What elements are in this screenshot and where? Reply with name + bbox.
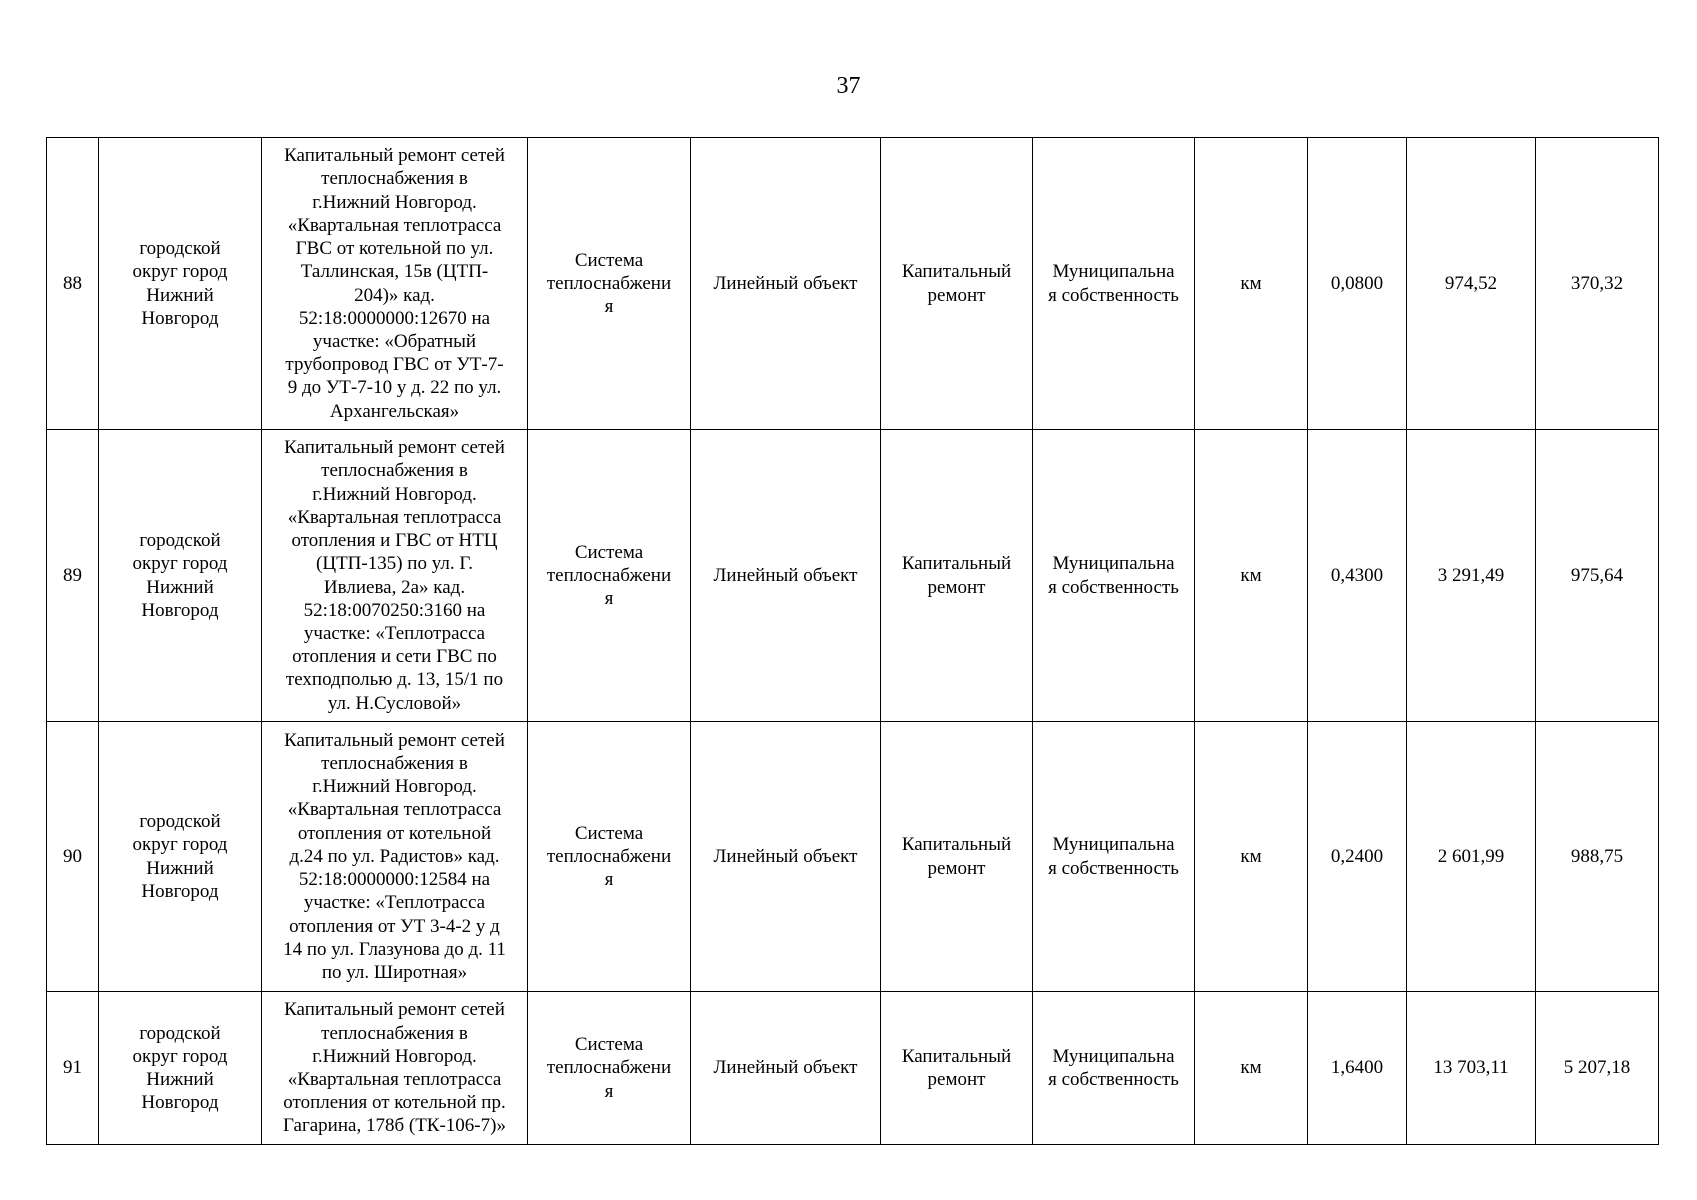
unit-cell: км	[1195, 138, 1308, 430]
row-number-cell: 88	[47, 138, 99, 430]
system-cell: Система теплоснабжени я	[528, 138, 691, 430]
cost-cell: 2 601,99	[1407, 722, 1536, 992]
object-name-cell: Капитальный ремонт сетей теплоснабжения в г.Нижний Новгород. «Квартальная теплотрасса ГВС от котельной по ул. Таллинская, 15в (ЦТП- 204)» кад. 52:18:0000000:12670 на участке: «Обратный трубопровод ГВС от УТ-7- 9 до УТ-7-10 у д. 22 по ул. Архангельская»	[262, 138, 528, 430]
work-type-cell: Капитальный ремонт	[881, 722, 1033, 992]
unit-cell: км	[1195, 992, 1308, 1145]
length-cell: 0,0800	[1308, 138, 1407, 430]
system-cell: Система теплоснабжени я	[528, 722, 691, 992]
object-type-cell: Линейный объект	[691, 138, 881, 430]
object-type-cell: Линейный объект	[691, 722, 881, 992]
work-type-cell: Капитальный ремонт	[881, 138, 1033, 430]
length-cell: 1,6400	[1308, 992, 1407, 1145]
cost-cell: 988,75	[1536, 722, 1659, 992]
page-number: 37	[836, 73, 861, 99]
table-row	[47, 430, 1659, 722]
unit-cell: км	[1195, 722, 1308, 992]
cost-cell: 3 291,49	[1407, 430, 1536, 722]
length-cell: 0,2400	[1308, 722, 1407, 992]
ownership-cell: Муниципальна я собственность	[1033, 722, 1195, 992]
object-name-cell: Капитальный ремонт сетей теплоснабжения в г.Нижний Новгород. «Квартальная теплотрасса отопления от котельной д.24 по ул. Радистов» кад. 52:18:0000000:12584 на участке: «Теплотрасса отопления от УТ 3-4-2 у д 14 по ул. Глазунова до д. 11 по ул. Широтная»	[262, 722, 528, 992]
object-type-cell: Линейный объект	[691, 430, 881, 722]
territory-cell: городской округ город Нижний Новгород	[99, 430, 262, 722]
object-type-cell: Линейный объект	[691, 992, 881, 1145]
row-number-cell: 90	[47, 722, 99, 992]
cost-cell: 13 703,11	[1407, 992, 1536, 1145]
work-type-cell: Капитальный ремонт	[881, 430, 1033, 722]
unit-cell: км	[1195, 430, 1308, 722]
system-cell: Система теплоснабжени я	[528, 430, 691, 722]
ownership-cell: Муниципальна я собственность	[1033, 430, 1195, 722]
system-cell: Система теплоснабжени я	[528, 992, 691, 1145]
ownership-cell: Муниципальна я собственность	[1033, 138, 1195, 430]
cost-cell: 974,52	[1407, 138, 1536, 430]
work-type-cell: Капитальный ремонт	[881, 992, 1033, 1145]
object-name-cell: Капитальный ремонт сетей теплоснабжения в г.Нижний Новгород. «Квартальная теплотрасса отопления и ГВС от НТЦ (ЦТП-135) по ул. Г. Ивлиева, 2а» кад. 52:18:0070250:3160 на участке: «Теплотрасса отопления и сети ГВС по техподполью д. 13, 15/1 по ул. Н.Сусловой»	[262, 430, 528, 722]
row-number-cell: 89	[47, 430, 99, 722]
object-name-cell: Капитальный ремонт сетей теплоснабжения в г.Нижний Новгород. «Квартальная теплотрасса отопления от котельной пр. Гагарина, 178б (ТК-106-7)»	[262, 992, 528, 1145]
table-row	[47, 722, 1659, 992]
cost-cell: 370,32	[1536, 138, 1659, 430]
territory-cell: городской округ город Нижний Новгород	[99, 722, 262, 992]
territory-cell: городской округ город Нижний Новгород	[99, 992, 262, 1145]
table-row	[47, 138, 1659, 430]
table-row	[47, 992, 1659, 1145]
territory-cell: городской округ город Нижний Новгород	[99, 138, 262, 430]
cost-cell: 5 207,18	[1536, 992, 1659, 1145]
ownership-cell: Муниципальна я собственность	[1033, 992, 1195, 1145]
objects-table	[46, 137, 1659, 1145]
row-number-cell: 91	[47, 992, 99, 1145]
length-cell: 0,4300	[1308, 430, 1407, 722]
cost-cell: 975,64	[1536, 430, 1659, 722]
